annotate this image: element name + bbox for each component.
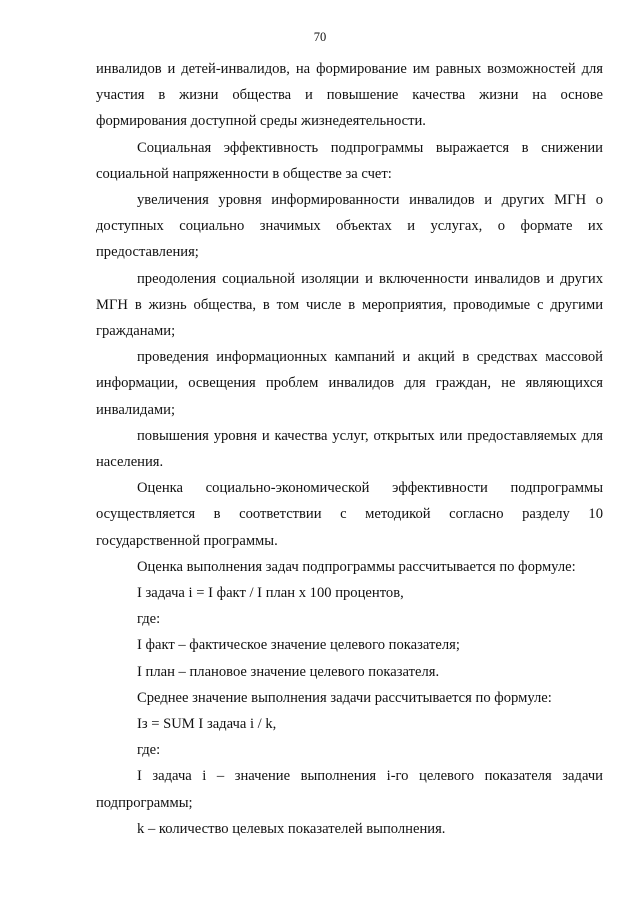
paragraph-awareness: увеличения уровня информированности инвалидов и других МГН о доступных социально значимых объектах и услугах, о формате их предоставления; bbox=[96, 192, 603, 261]
definition-task-value: I задача i – значение выполнения i-го целевого показателя задачи подпрограммы; bbox=[96, 768, 603, 811]
paragraph-average-intro: Среднее значение выполнения задачи рассчитывается по формуле: bbox=[137, 689, 552, 706]
paragraph-continuation: инвалидов и детей-инвалидов, на формирование им равных возможностей для участия в жизни общества и повышение качества жизни на основе формирования доступной среды жизнедеятельности. bbox=[96, 61, 603, 130]
paragraph-social-effect: Социальная эффективность подпрограммы выражается в снижении социальной напряженности в обществе за счет: bbox=[96, 139, 603, 182]
paragraph-campaigns: проведения информационных кампаний и акций в средствах массовой информации, освещения проблем инвалидов для граждан, не являющихся инвалидами; bbox=[96, 349, 603, 418]
definition-actual: I факт – фактическое значение целевого показателя; bbox=[137, 637, 460, 654]
paragraph-services: повышения уровня и качества услуг, открытых или предоставляемых для населения. bbox=[96, 427, 603, 471]
page-number: 70 bbox=[313, 30, 327, 44]
label-where: где: bbox=[137, 611, 161, 628]
definition-k: k – количество целевых показателей выполнения. bbox=[137, 820, 446, 837]
label-where-2: где: bbox=[137, 742, 161, 759]
document-body bbox=[96, 56, 603, 842]
formula-average: Iз = SUM I задача i / k, bbox=[137, 716, 277, 733]
paragraph-evaluation: Оценка социально-экономической эффективности подпрограммы осуществляется в соответствии с методикой согласно разделу 10 государственной программы. bbox=[96, 480, 603, 549]
paragraph-isolation: преодоления социальной изоляции и включенности инвалидов и других МГН в жизнь общества, в том числе в мероприятия, проводимые с другими гражданами; bbox=[96, 270, 603, 340]
formula-task: I задача i = I факт / I план x 100 процентов, bbox=[137, 585, 404, 602]
definition-planned: I план – плановое значение целевого показателя. bbox=[137, 663, 440, 680]
paragraph-formula-intro: Оценка выполнения задач подпрограммы рассчитывается по формуле: bbox=[137, 558, 576, 575]
